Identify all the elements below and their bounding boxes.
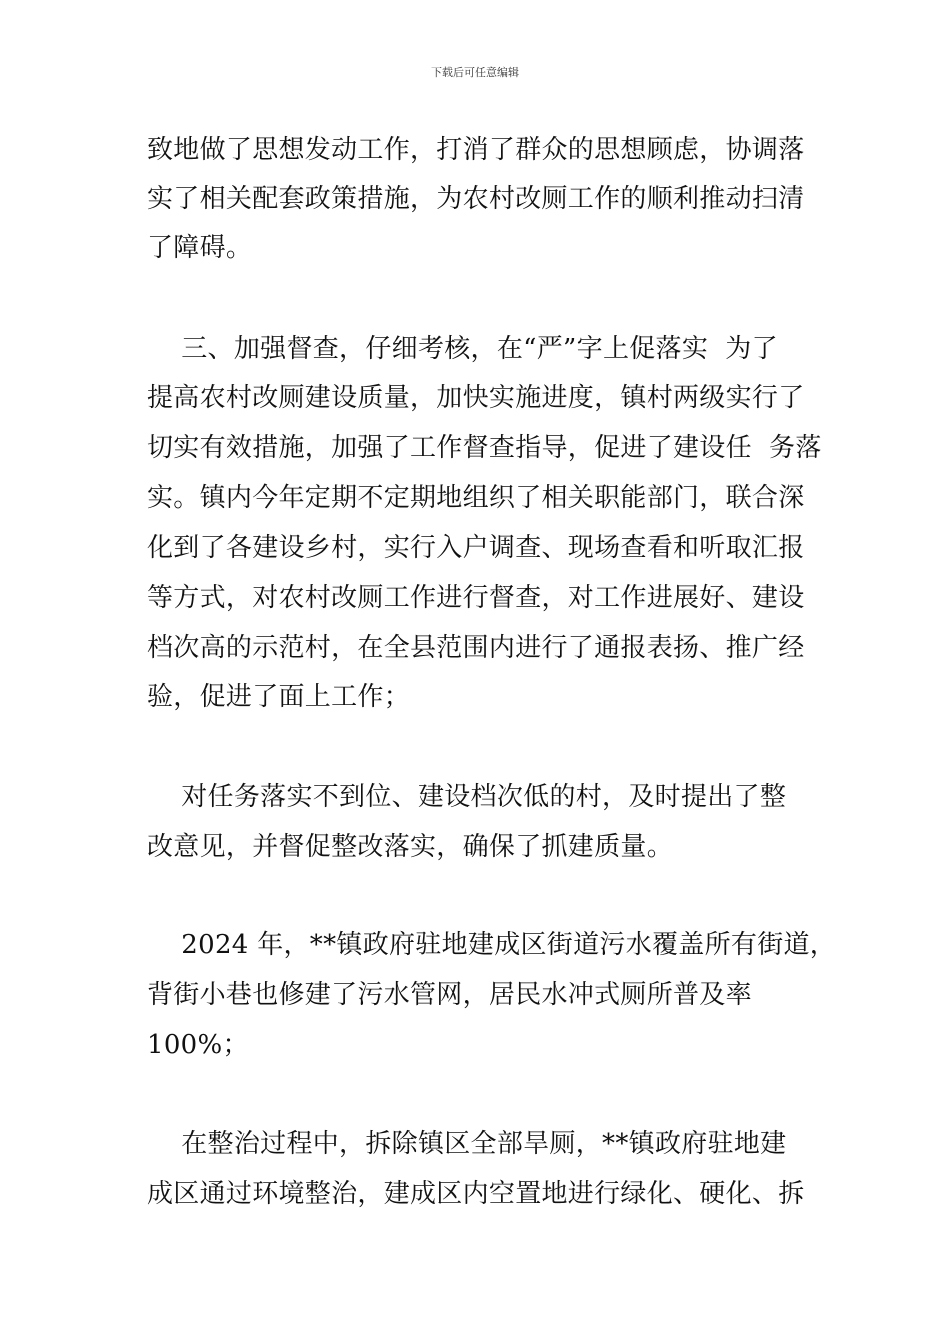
page-header: 下载后可任意编辑 [431,66,519,79]
text-line: 实了相关配套政策措施，为农村改厕工作的顺利推动扫清 [147,184,805,214]
text-line: 背街小巷也修建了污水管网，居民水冲式厕所普及率 [147,980,752,1010]
text-line: 致地做了思想发动工作，打消了群众的思想顾虑，协调落 [147,135,805,165]
text-line: 等方式，对农村改厕工作进行督查，对工作进展好、建设 [147,583,805,613]
text-line: 成区通过环境整治，建成区内空置地进行绿化、硬化、拆 [147,1179,805,1209]
text-line: 三、加强督查，仔细考核，在“严”字上促落实 为了 [147,334,778,364]
text-line: 100%； [147,1030,249,1060]
text-line: 在整治过程中，拆除镇区全部旱厕，**镇政府驻地建 [147,1129,787,1159]
text-line: 切实有效措施，加强了工作督查指导，促进了建设任 务落 [147,433,822,463]
text-line: 2024 年，**镇政府驻地建成区街道污水覆盖所有街道， [147,930,837,960]
text-line: 实。镇内今年定期不定期地组织了相关职能部门，联合深 [147,483,805,513]
text-line: 提高农村改厕建设质量，加快实施进度，镇村两级实行了 [147,383,805,413]
text-line: 化到了各建设乡村，实行入户调查、现场查看和听取汇报 [147,533,805,563]
text-line: 改意见，并督促整改落实，确保了抓建质量。 [147,832,674,862]
text-line: 档次高的示范村，在全县范围内进行了通报表扬、推广经 [147,633,805,663]
text-line: 对任务落实不到位、建设档次低的村，及时提出了整 [147,782,787,812]
text-line: 了障碍。 [147,233,253,263]
text-line: 验，促进了面上工作； [147,682,411,712]
